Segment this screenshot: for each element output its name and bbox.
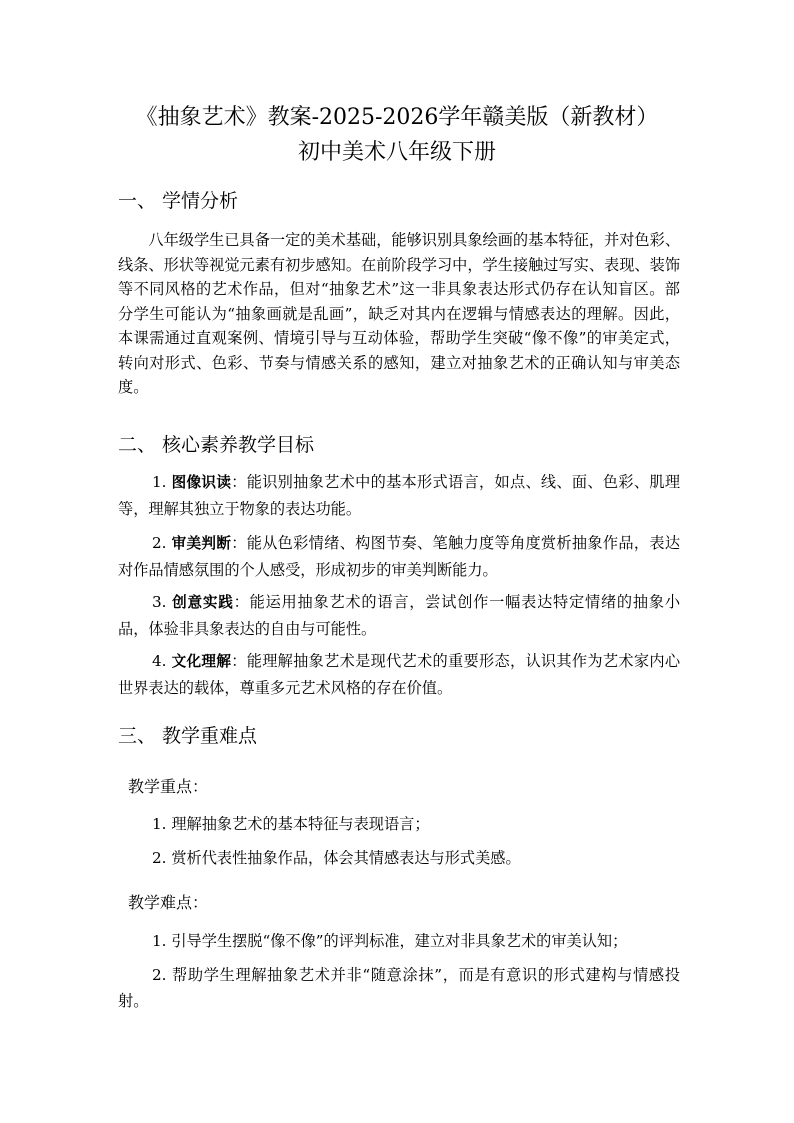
section2-heading: 二、 核心素养教学目标 (118, 434, 315, 456)
goal-label: 文化理解 (171, 653, 232, 670)
goal-item-2 (118, 530, 680, 583)
section3-heading: 三、 教学重难点 (118, 725, 258, 747)
difficult-point-text: 1. 引导学生摆脱“像不像”的评判标准，建立对非具象艺术的审美认知； (152, 932, 628, 950)
key-point-text: 1. 理解抽象艺术的基本特征与表现语言； (152, 815, 430, 833)
goal-label: 图像识读 (171, 474, 232, 491)
goal-label: 审美判断 (171, 535, 232, 552)
key-point-item (118, 845, 680, 871)
goal-text: ：能理解抽象艺术是现代艺术的重要形态，认识其作为艺术家内心世界表达的载体，尊重多元艺术风格的存在价值。 (118, 652, 681, 697)
goal-label: 创意实践 (172, 594, 234, 611)
goal-text: ：能识别抽象艺术中的基本形式语言，如点、线、面、色彩、肌理等，理解其独立于物象的表达功能。 (118, 473, 681, 518)
difficult-points-heading: 教学难点： (128, 893, 209, 912)
goal-text: ：能运用抽象艺术的语言，尝试创作一幅表达特定情绪的抽象小品，体验非具象表达的自由与可能性。 (118, 593, 681, 638)
section1-paragraph: 八年级学生已具备一定的美术基础，能够识别具象绘画的基本特征，并对色彩、线条、形状等视觉元素有初步感知。在前阶段学习中，学生接触过写实、表现、装饰等不同风格的艺术作品，但对“抽象艺术”这一非具象表达形式仍存在认知盲区。部分学生可能认为“抽象画就是乱画”，缺乏对其内在逻辑与情感表达的理解。因此，本课需通过直观案例、情境引导与互动体验，帮助学生突破“像不像”的审美定式，转向对形式、色彩、节奏与情感关系的感知，建立对抽象艺术的正确认知与审美态度。 (118, 231, 680, 396)
document-title-line1: 《抽象艺术》教案-2025-2026学年赣美版（新教材） (135, 105, 659, 130)
goal-number: 4. (152, 652, 167, 670)
goal-number: 1. (152, 473, 167, 491)
goal-number: 2. (152, 534, 167, 552)
key-points-heading: 教学重点： (128, 777, 209, 796)
goal-number: 3. (152, 593, 167, 611)
key-point-text: 2. 赏析代表性抽象作品，体会其情感表达与形式美感。 (152, 849, 521, 867)
difficult-point-item (118, 962, 680, 1014)
goal-item-3 (118, 589, 680, 642)
goal-text: ：能从色彩情绪、构图节奏、笔触力度等角度赏析抽象作品，表达对作品情感氛围的个人感受，形成初步的审美判断能力。 (118, 534, 681, 579)
goal-item-4 (118, 648, 680, 701)
goal-item-1 (118, 469, 680, 522)
section1-heading: 一、 学情分析 (118, 190, 239, 212)
difficult-point-item (118, 928, 680, 954)
key-point-item (118, 811, 680, 837)
difficult-point-text: 2. 帮助学生理解抽象艺术并非“随意涂抹”，而是有意识的形式建构与情感投射。 (118, 966, 680, 1010)
document-title-line2: 初中美术八年级下册 (297, 140, 496, 165)
